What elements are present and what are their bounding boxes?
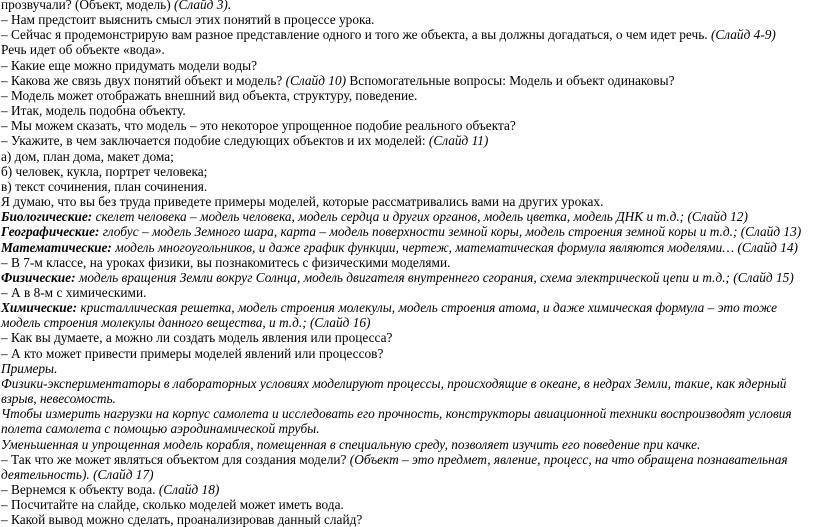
text-run: Уменьшенная и упрощенная модель корабля, помещенная в специальную среду, позволяет изучить его поведение при качке. xyxy=(1,436,701,452)
category-heading: Географические: xyxy=(1,224,100,240)
paragraph xyxy=(1,179,810,194)
text-run: глобус – модель Земного шара, карта – модель поверхности земной коры, модель строения земной коры и т.д.; (Слайд 13) xyxy=(99,224,802,240)
paragraph xyxy=(1,346,810,361)
paragraph xyxy=(1,376,810,406)
text-run: (Слайд 4-9) xyxy=(710,27,776,43)
text-run: – А в 8-м с химическими. xyxy=(1,284,147,300)
paragraph xyxy=(1,164,810,179)
paragraph xyxy=(1,240,810,255)
paragraph xyxy=(1,27,810,42)
text-run: – Нам предстоит выяснить смысл этих понятий в процессе урока. xyxy=(1,12,375,28)
paragraph xyxy=(1,482,810,497)
text-run: Примеры. xyxy=(1,360,58,376)
text-run: в) текст сочинения, план сочинения. xyxy=(1,178,208,194)
paragraph xyxy=(1,406,810,436)
text-run: – В 7-м классе, на уроках физики, вы познакомитесь с физическими моделями. xyxy=(1,254,451,270)
paragraph xyxy=(1,133,810,148)
text-run: (Объект – это предмет, явление, процесс, на что обращена познавательная деятельность). (Слайд 17) xyxy=(1,451,788,482)
category-heading: Химические: xyxy=(1,300,78,316)
paragraph xyxy=(1,58,810,73)
paragraph xyxy=(1,285,810,300)
text-run: (Слайд 10) xyxy=(285,72,347,88)
text-run: – Посчитайте на слайде, сколько моделей может иметь вода. xyxy=(1,497,344,513)
paragraph xyxy=(1,103,810,118)
paragraph xyxy=(1,300,810,330)
paragraph xyxy=(1,330,810,345)
text-run: – Мы можем сказать, что модель – это некоторое упрощенное подобие реального объекта? xyxy=(1,118,516,134)
text-run: – Итак, модель подобна объекту. xyxy=(1,103,186,119)
text-run: – А кто может привести примеры моделей явлений или процессов? xyxy=(1,345,384,361)
category-heading: Биологические: xyxy=(1,209,93,225)
text-run: скелет человека – модель человека, модель сердца и других органов, модель цветка, модель ДНК и т.д.; (Слайд 12) xyxy=(92,209,748,225)
paragraph xyxy=(1,361,810,376)
text-run: (Слайд 18) xyxy=(158,482,220,497)
paragraph xyxy=(1,194,810,209)
text-run: Я думаю, что вы без труда приведете примеры моделей, которые рассматривались вами на других уроках. xyxy=(1,194,604,210)
category-heading: Физические: xyxy=(1,269,76,285)
paragraph xyxy=(1,452,810,482)
paragraph xyxy=(1,42,810,57)
text-run: – Модель может отображать внешний вид объекта, структуру, поведение. xyxy=(1,87,418,103)
text-run: – Сейчас я продемонстрирую вам разное представление одного и того же объекта, а вы должны догадаться, о чем идет речь. xyxy=(1,27,711,43)
paragraph xyxy=(1,88,810,103)
text-run: прозвучали? (Объект, модель) xyxy=(1,0,175,12)
paragraph xyxy=(1,149,810,164)
text-run: – Как вы думаете, а можно ли создать модель явления или процесса? xyxy=(1,330,393,346)
text-run: Чтобы измерить нагрузки на корпус самолета и исследовать его прочность, конструкторы авиационной техники воспроизводят условия полета самолета с помощью аэродинамической трубы. xyxy=(1,406,792,437)
paragraph xyxy=(1,118,810,133)
text-run: – Какова же связь двух понятий объект и модель? xyxy=(1,72,286,88)
paragraph xyxy=(1,209,810,224)
text-run: – Вернемся к объекту вода. xyxy=(1,482,159,497)
paragraph xyxy=(1,437,810,452)
text-run: модель вращения Земли вокруг Солнца, модель двигателя внутреннего сгорания, схема электрической цепи и т.д.; (Слайд 15) xyxy=(75,269,794,285)
paragraph xyxy=(1,73,810,88)
text-run: модель многоугольников, и даже график функции, чертеж, математическая формула являются моделями… (Слайд 14) xyxy=(111,239,798,255)
text-run: Речь идет об объекте «вода». xyxy=(1,42,165,58)
category-heading: Математические: xyxy=(1,239,112,255)
text-run: – Так что же может являться объектом для создания модели? xyxy=(1,451,350,467)
paragraph xyxy=(1,255,810,270)
text-run: б) человек, кукла, портрет человека; xyxy=(1,163,208,179)
text-run: Вспомогательные вопросы: Модель и объект одинаковы? xyxy=(346,72,675,88)
paragraph xyxy=(1,270,810,285)
paragraph xyxy=(1,224,810,239)
text-run: – Какой вывод можно сделать, проанализировав данный слайд? xyxy=(1,512,363,527)
text-run: (Слайд 3). xyxy=(174,0,232,12)
paragraph xyxy=(1,0,810,12)
text-run: – Укажите, в чем заключается подобие следующих объектов и их моделей: xyxy=(1,133,429,149)
text-run: (Слайд 11) xyxy=(428,133,489,149)
text-run: – Какие еще можно придумать модели воды? xyxy=(1,57,258,73)
text-run: кристаллическая решетка, модель строения молекулы, модель строения атома, и даже химическая формула – это тоже модель строения молекулы данного вещества, и т.д.; (Слайд 16) xyxy=(1,300,778,331)
paragraph xyxy=(1,497,810,512)
text-run: Физики-экспериментаторы в лабораторных условиях моделируют процессы, происходящие в океане, в недрах Земли, такие, как ядерный взрыв, невесомость. xyxy=(1,375,787,407)
text-run: а) дом, план дома, макет дома; xyxy=(1,148,174,164)
paragraph xyxy=(1,12,810,27)
